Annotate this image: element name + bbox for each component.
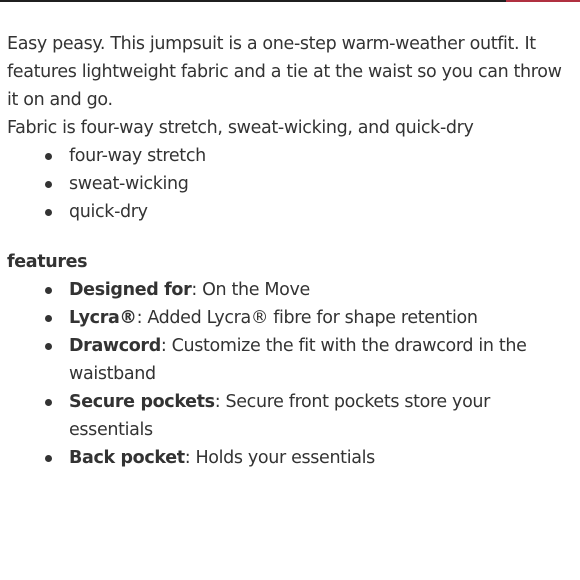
fabric-item: four-way stretch: [69, 146, 206, 166]
feature-text: : Customize the fit with the drawcord in the waistband: [69, 336, 527, 384]
list-item: [69, 198, 575, 226]
fabric-summary: Fabric is four-way stretch, sweat-wicking, and quick-dry: [7, 118, 474, 138]
features-list: [7, 276, 575, 472]
feature-text: : On the Move: [191, 280, 310, 300]
list-item: [69, 276, 575, 304]
feature-label: Secure pockets: [69, 392, 215, 412]
feature-text: : Added Lycra® fibre for shape retention: [136, 308, 478, 328]
feature-label: Drawcord: [69, 336, 161, 356]
fabric-item: sweat-wicking: [69, 174, 189, 194]
top-divider: [0, 0, 580, 2]
list-item: [69, 444, 575, 472]
fabric-list: [7, 142, 575, 226]
list-item: [69, 142, 575, 170]
list-item: [69, 304, 575, 332]
product-description: [7, 30, 575, 472]
active-tab-indicator: [506, 0, 580, 2]
feature-text: : Holds your essentials: [184, 448, 375, 468]
feature-text: : Secure front pockets store your essentials: [69, 392, 491, 440]
bullet-icon: [45, 153, 52, 160]
fabric-item: quick-dry: [69, 202, 148, 222]
list-item: [69, 170, 575, 198]
feature-label: Back pocket: [69, 448, 185, 468]
feature-label: Lycra®: [69, 308, 137, 328]
bullet-icon: [45, 181, 52, 188]
bullet-icon: [45, 287, 52, 294]
features-heading: features: [7, 252, 88, 272]
bullet-icon: [45, 209, 52, 216]
bullet-icon: [45, 315, 52, 322]
bullet-icon: [45, 399, 52, 406]
bullet-icon: [45, 343, 52, 350]
intro-paragraph: Easy peasy. This jumpsuit is a one-step warm-weather outfit. It features lightweight fabric and a tie at the waist so you can throw it on and go.: [7, 34, 562, 110]
list-item: [69, 388, 575, 444]
bullet-icon: [45, 455, 52, 462]
list-item: [69, 332, 575, 388]
feature-label: Designed for: [69, 280, 192, 300]
